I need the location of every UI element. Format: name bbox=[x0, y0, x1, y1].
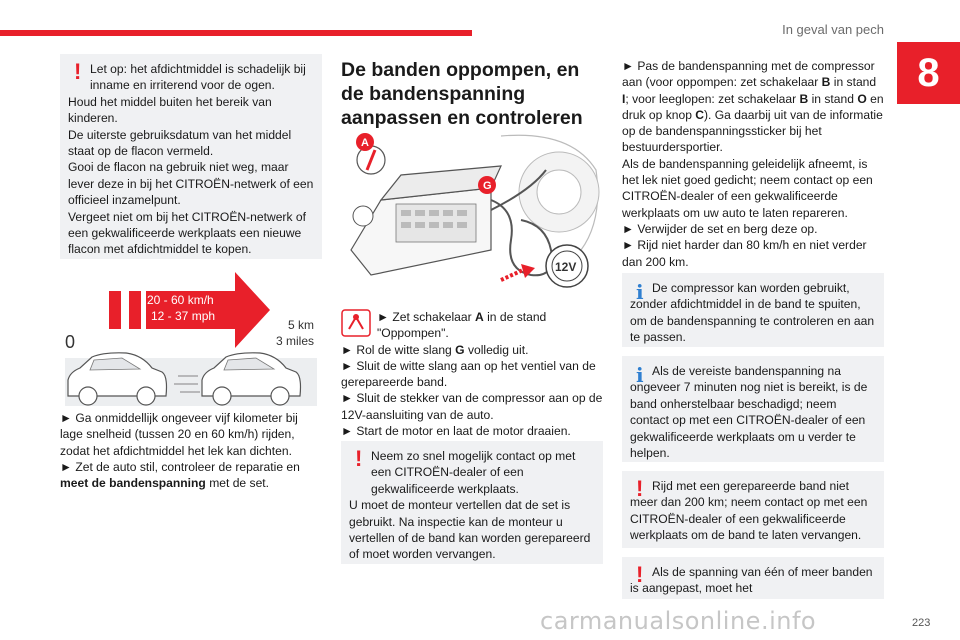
compressor-figure bbox=[341, 130, 603, 290]
step-check-text: ► Zet de auto stil, controleer de reparatie en bbox=[60, 459, 300, 474]
warning-line: Houd het middel buiten het bereik van kinderen. bbox=[68, 94, 272, 126]
section-heading: De banden oppompen, en de bandenspanning aanpassen en controleren bbox=[341, 59, 583, 129]
warning-callout-sealant bbox=[60, 54, 322, 259]
text: ► Pas de bandenspanning met de compressor aan (voor oppompen: zet schakelaar bbox=[622, 59, 875, 90]
step-store-kit: ► Verwijder de set en berg deze op. bbox=[622, 221, 818, 236]
step-speed-limit: ► Rijd niet harder dan 80 km/h en niet verder dan 200 km. bbox=[622, 238, 867, 269]
watermark: carmanualsonline.info bbox=[540, 607, 817, 635]
warning-callout-pressure-adjusted bbox=[622, 557, 884, 599]
adjust-pressure-text bbox=[622, 58, 884, 270]
warning-rest: U moet de monteur vertellen dat de set is gebruikt. Na inspectie kan de monteur u vertellen of de band kan worden gerepareerd of moet worden vervangen. bbox=[349, 498, 591, 562]
step-text: in de stand "Oppompen". bbox=[377, 310, 547, 341]
info-icon: i bbox=[636, 363, 644, 387]
warning-callout-dealer bbox=[341, 441, 603, 564]
warning-callout-200km bbox=[622, 471, 884, 548]
step-bold: A bbox=[475, 310, 484, 324]
step-connect-12v: ► Sluit de stekker van de compressor aan op de 12V-aansluiting van de auto. bbox=[341, 391, 603, 422]
text: en druk op knop bbox=[622, 91, 884, 122]
warning-icon: ! bbox=[74, 59, 82, 84]
text: ; voor leeglopen: zet schakelaar bbox=[625, 91, 800, 106]
socket-voltage: 12V bbox=[555, 260, 577, 274]
warning-first-line: Let op: het afdichtmiddel is schadelijk bij inname en irriterend voor de ogen. bbox=[90, 62, 306, 93]
page-number: 223 bbox=[912, 617, 931, 629]
step-adjust-pressure bbox=[622, 58, 884, 156]
info-callout-pressure-time bbox=[622, 356, 884, 462]
distance-km: 5 km bbox=[288, 318, 315, 332]
step-switch-a bbox=[341, 309, 603, 342]
warning-text: Als de spanning van één of meer banden is aangepast, moet het bbox=[630, 565, 873, 596]
drive-steps bbox=[60, 410, 322, 491]
label-g: G bbox=[483, 180, 492, 192]
warning-line: De uiterste gebruiksdatum van het middel staat op de flacon vermeld. bbox=[68, 127, 292, 159]
pressure-drop-note: Als de bandenspanning geleidelijk afneemt, is het lek niet goed gedicht; neem contact op een CITROËN-dealer of een gekwalificeerde werkplaats om uw auto te laten repareren. bbox=[622, 156, 873, 220]
step-bold: G bbox=[455, 342, 465, 357]
inflate-steps bbox=[341, 309, 603, 439]
drive-distance-figure bbox=[60, 268, 322, 408]
step-connect-valve: ► Sluit de witte slang aan op het ventiel van de gerepareerde band. bbox=[341, 358, 596, 390]
step-start-engine: ► Start de motor en laat de motor draaien. bbox=[341, 424, 571, 439]
bold: I bbox=[622, 91, 626, 106]
info-text: De compressor kan worden gebruikt, zonder afdichtmiddel in de band te spuiten, om de bandenspanning te controleren en aan te passen. bbox=[630, 281, 875, 345]
text: in stand bbox=[830, 75, 877, 90]
bold: O bbox=[857, 91, 867, 106]
warning-first-line: Neem zo snel mogelijk contact op met een CITROËN-dealer of een gekwalificeerde werkplaats. bbox=[371, 449, 576, 496]
label-a: A bbox=[361, 137, 369, 149]
header-accent-bar bbox=[0, 30, 472, 36]
bold: B bbox=[799, 91, 809, 106]
speed-mph: 12 - 37 mph bbox=[151, 309, 216, 323]
warning-text: Rijd met een gerepareerde band niet meer dan 200 km; neem contact op met een CITROËN-dealer of een gekwalificeerde werkplaats om de band te laten vervangen. bbox=[630, 479, 868, 543]
text: in stand bbox=[808, 91, 858, 106]
speed-stripe bbox=[129, 291, 141, 329]
start-marker: 0 bbox=[65, 332, 76, 352]
warning-line: Vergeet niet om bij het CITROËN-netwerk of een gekwalificeerde werkplaats een nieuwe flacon met afdichtmiddel te kopen. bbox=[68, 209, 306, 257]
info-text: Als de vereiste bandenspanning na ongeveer 7 minuten nog niet is bereikt, is de band onherstelbaar beschadigd; neem contact op met een CITROËN-dealer of een gekwalificeerde werkplaats om u verder te helpen. bbox=[630, 364, 868, 461]
bold: C bbox=[695, 107, 705, 122]
step-unroll-hose bbox=[341, 342, 603, 358]
bold: B bbox=[821, 75, 831, 90]
step-check bbox=[60, 459, 322, 492]
info-icon: i bbox=[636, 280, 644, 304]
step-text: volledig uit. bbox=[464, 342, 529, 357]
text: ). Ga daarbij uit van de informatie op de bandenspanningssticker bij het bestuurdersportier. bbox=[622, 107, 883, 155]
step-drive: ► Ga onmiddellijk ongeveer vijf kilometer bij lage snelheid (tussen 20 en 60 km/h) rijden, zodat het afdichtmiddel het lek kan dichten. bbox=[60, 411, 298, 458]
speed-stripe bbox=[109, 291, 121, 329]
info-callout-compressor bbox=[622, 273, 884, 347]
warning-line: Gooi de flacon na gebruik niet weg, maar lever deze in bij het CITROËN-netwerk of een officieel inzamelpunt. bbox=[68, 160, 314, 208]
step-text: ► Rol de witte slang bbox=[341, 342, 456, 357]
section-title: In geval van pech bbox=[782, 22, 884, 37]
distance-miles: 3 miles bbox=[276, 334, 315, 348]
warning-icon: ! bbox=[355, 446, 363, 471]
step-text: ► Zet schakelaar bbox=[377, 310, 476, 324]
step-check-text-end: met de set. bbox=[205, 476, 270, 491]
warning-icon: ! bbox=[636, 562, 644, 587]
chapter-number-badge: 8 bbox=[897, 42, 960, 104]
speed-kmh: 20 - 60 km/h bbox=[147, 293, 214, 307]
warning-icon: ! bbox=[636, 476, 644, 501]
step-check-bold: meet de bandenspanning bbox=[60, 476, 206, 491]
